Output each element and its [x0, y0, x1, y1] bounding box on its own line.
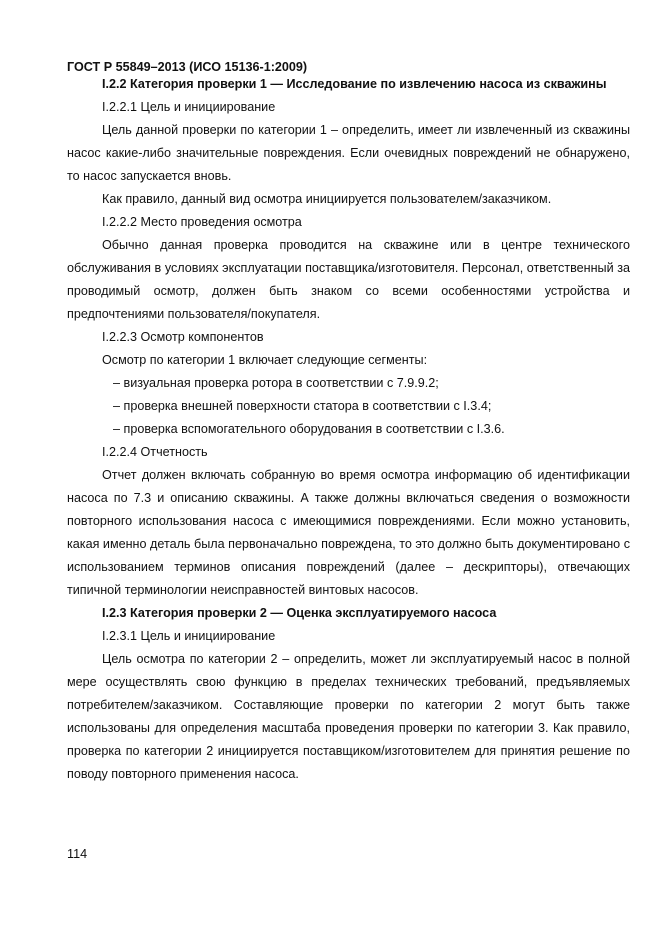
list-item: – проверка вспомогательного оборудования в соответствии с I.3.6. [113, 422, 505, 436]
paragraph: Обычно данная проверка проводится на скважине или в центре технического обслуживания в условиях эксплуатации поставщика/изготовителя. Персонал, ответственный за проводимый осмотр, должен быть знаком со всеми особенностями устройства и предпочтениями пользователя/покупателя. [67, 238, 630, 321]
paragraph: Как правило, данный вид осмотра инициируется пользователем/заказчиком. [102, 192, 552, 206]
section-heading-i-2-3: I.2.3 Категория проверки 2 — Оценка эксплуатируемого насоса [102, 606, 497, 620]
list-item: – визуальная проверка ротора в соответствии с 7.9.9.2; [113, 376, 439, 390]
subsection-title-i-2-2-1: I.2.2.1 Цель и инициирование [102, 100, 276, 114]
subsection-title-i-2-2-3: I.2.2.3 Осмотр компонентов [102, 330, 264, 344]
subsection-title-i-2-2-4: I.2.2.4 Отчетность [102, 445, 208, 459]
list-item: – проверка внешней поверхности статора в соответствии с I.3.4; [113, 399, 492, 413]
paragraph: Цель данной проверки по категории 1 – определить, имеет ли извлеченный из скважины насос какие-либо значительные повреждения. Если очевидных повреждений не обнаружено, то насос запускается вновь. [67, 123, 630, 183]
section-heading-i-2-2: I.2.2 Категория проверки 1 — Исследование по извлечению насоса из скважины [102, 77, 607, 91]
page-number: 114 [67, 847, 88, 861]
paragraph: Цель осмотра по категории 2 – определить, может ли эксплуатируемый насос в полной мере осуществлять свою функцию в пределах технических требований, предъявляемых потребителем/заказчиком. Составляющие проверки по категории 2 могут быть также использованы для определения масштаба проведения проверки по категории 3. Как правило, проверка по категории 2 инициируется поставщиком/изготовителем для принятия решение по поводу повторного применения насоса. [67, 652, 630, 781]
document-header: ГОСТ Р 55849–2013 (ИСО 15136-1:2009) [67, 60, 308, 74]
paragraph: Отчет должен включать собранную во время осмотра информацию об идентификации насоса по 7.3 и описанию скважины. А также должны включаться сведения о возможности повторного использования насоса с имеющимися повреждениями. Если можно установить, какая именно деталь была первоначально повреждена, то это должно быть документировано с использованием терминов описания повреждений (далее – дескрипторы), отвечающих типичной терминологии неисправностей винтовых насосов. [67, 468, 630, 597]
list-intro: Осмотр по категории 1 включает следующие сегменты: [102, 353, 428, 367]
subsection-title-i-2-2-2: I.2.2.2 Место проведения осмотра [102, 215, 302, 229]
document-body [67, 73, 630, 786]
subsection-title-i-2-3-1: I.2.3.1 Цель и инициирование [102, 629, 276, 643]
